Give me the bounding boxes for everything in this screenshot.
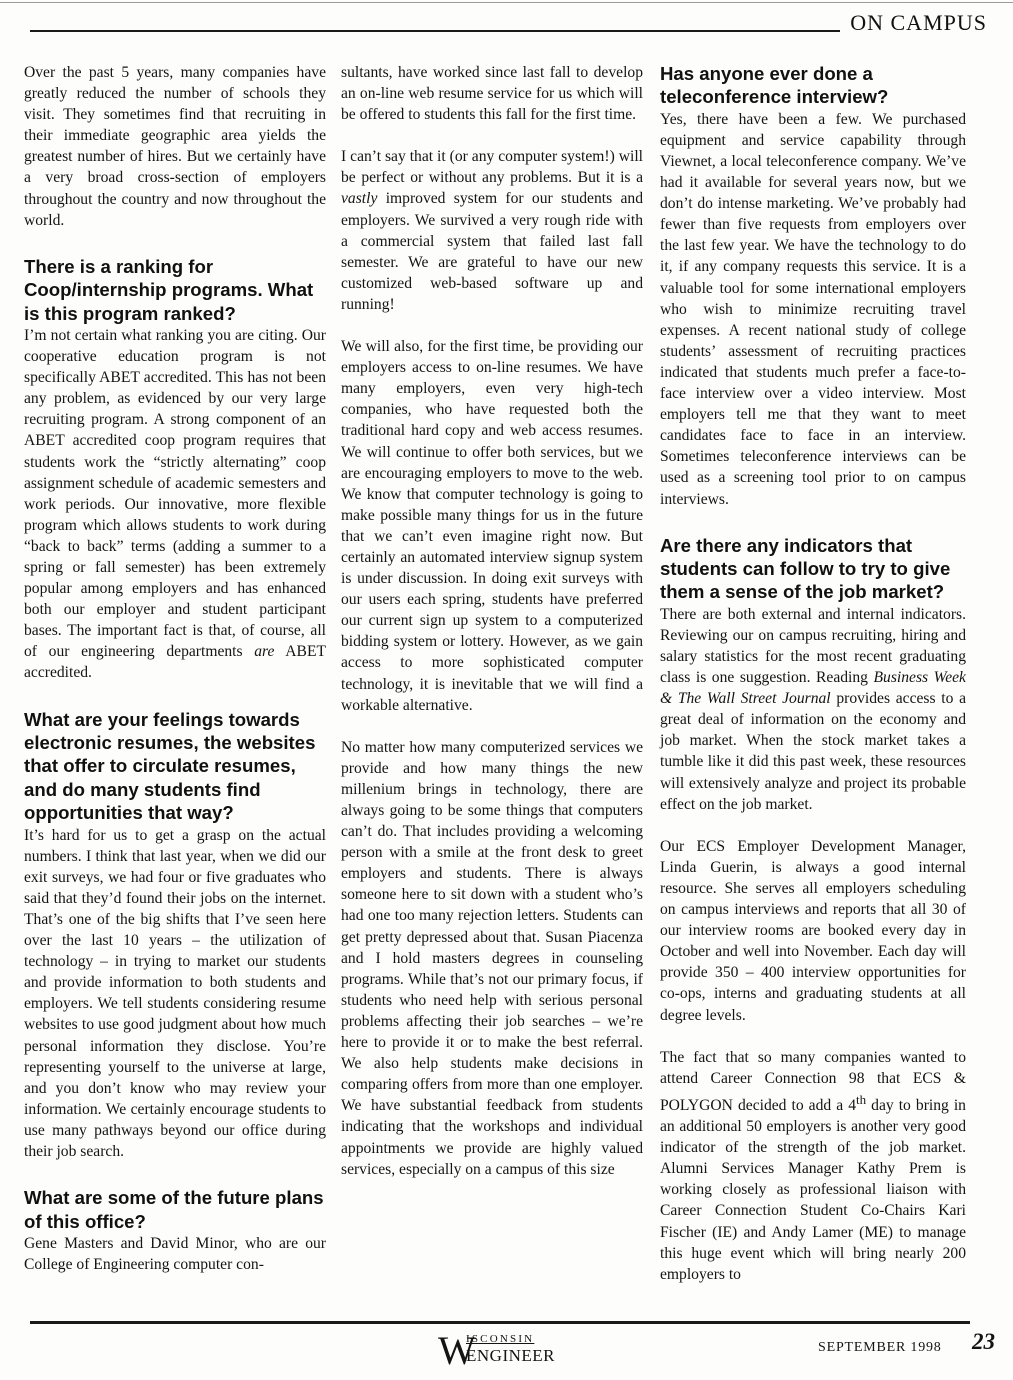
question-teleconference: Has anyone ever done a teleconference interview? [660,63,889,108]
career-connection-text-1: The fact that so many companies wanted to attend Career Connection 98 that ECS & POLYGON decided to add a 4 [660,1048,966,1114]
column-3 [660,62,966,1285]
masthead-w: W [438,1328,476,1373]
answer-indicators [660,604,966,815]
paragraph-computerized-services: No matter how many computerized services we provide and how many things the new millenium brings in technology, there are always going to be some things that computers can’t do. That includes providing a welcoming person with a smile at the front desk to greet employers and students. There is always someone here to sit down with a student who’s had one too many rejection letters. Students can get pretty depressed about that. Susan Piacenza and I hold masters degrees in counseling programs. While that’s not our primary focus, if students who need help with serious personal problems affecting their job searches – we’re here to provide it or to make the best referral. We also help students make decisions in comparing offers from more than one employer. We have substantial feedback from students indicating that the workshops and individual appointments we provide are highly valued services, especially on a campus of this size [341,738,643,1178]
answer-indicators-publications: Business Week & The Wall Street Journal [660,669,966,708]
career-connection-superscript: th [856,1091,867,1107]
top-edge-rule [0,2,1013,3]
career-connection-text-2: day to bring in an additional 50 employers is another very good indicator of the strength of the job market. Alumni Services Manager Kathy Prem is working closely as professional liaison with Career Connection Student Co-Chairs Kari Fischer (IE) and Andy Lamer (ME) to manage this huge event which will bring nearly 200 employers to [660,1096,966,1283]
question-future-plans: What are some of the future plans of this office? [24,1187,324,1232]
answer-ranking-text-2: ABET accredited. [24,643,326,682]
paragraph-web-resume: sultants, have worked since last fall to develop an on-line web resume service for us which will be offered to students this fall for the first time. [341,64,643,124]
paragraph-vastly-improved [341,146,643,315]
answer-future-plans: Gene Masters and David Minor, who are our College of Engineering computer con- [24,1234,326,1273]
answer-ranking-emphasis: are [254,643,275,661]
column-2 [341,62,643,1180]
answer-resumes: It’s hard for us to get a grasp on the actual numbers. I think that last year, when we did our exit surveys, we had four or five graduates who said that they’d found their jobs on the internet. That’s one of the big shifts that I’ve seen here over the last 10 years – the utilization of technology – in trying to market our students and provide information to both students and employers. We tell students considering resume websites to use good judgment about how much personal information they disclose. You’re representing yourself to the universe at large, and you don’t know who may review your information. We certainly encourage students to use many pathways beyond our office during their job search. [24,826,326,1160]
masthead-engineer: ENGINEER [466,1346,555,1365]
question-ranking: There is a ranking for Coop/internship programs. What is this program ranked? [24,255,314,324]
masthead-wisconsin: ISCONSIN [466,1333,535,1345]
answer-ranking-text-1: I’m not certain what ranking you are citing. Our cooperative education program is not specifically ABET accredited. This has not been any problem, as evidenced by our very large recruiting program. A strong component of an ABET accredited coop program requires that students work the “strictly alternating” coop assignment schedule of academic semesters and work periods. Our innovative, more flexible program which allows students to work during “back to back” terms (adding a summer to a spring or fall semester) has been extremely popular among employers and has enhanced both our employer and student participant bases. The important fact is that, of course, all of our engineering departments [24,326,326,661]
masthead-logo [438,1330,588,1372]
answer-ranking [24,325,326,684]
paragraph-career-connection [660,1047,966,1285]
footer-rule [30,1321,970,1324]
paragraph-vastly-emphasis: vastly [341,190,378,208]
section-label: ON CAMPUS [850,10,987,35]
issue-date: SEPTEMBER 1998 [818,1340,942,1355]
intro-paragraph: Over the past 5 years, many companies have greatly reduced the number of schools they visit. They sometimes find that recruiting in their immediate geographic area yields the greatest number of hires. But we certainly have a very broad cross-section of employers throughout the country and now throughout the world. [24,64,326,229]
paragraph-vastly-text-1: I can’t say that it (or any computer system!) will be perfect or without any problems. But it is a [341,148,643,187]
column-1 [24,62,326,1275]
header-rule [30,30,840,32]
answer-teleconference: Yes, there have been a few. We purchased equipment and service capability through Viewnet, a local teleconference company. We’ve had it available for several years now, but we don’t do intense marketing. We’ve probably had fewer than five requests from employers over the last few year. We have the technology to do it, if any company requests this service. It is a valuable tool for some international employers who wish to minimize recruiting travel expenses. A recent national study of college students’ assessment of recruiting practices indicated that students much prefer a face-to-face interview over a video interview. Most employers tell me that they want to meet candidates face to face in an interview. Sometimes teleconference interviews can be used as a screening tool prior to on campus interviews. [660,110,966,508]
paragraph-vastly-text-2: improved system for our students and employers. We survived a very rough ride with a commercial system that failed last fall semester. We are grateful to have our new customized web-based software up and running! [341,190,643,313]
page-number: 23 [972,1329,995,1354]
paragraph-ecs-manager: Our ECS Employer Development Manager, Linda Guerin, is always a good internal resource. She serves all employers scheduling on campus interviews and reports that all 30 of our interview rooms are booked every day in October and well into November. Each day will provide 350 – 400 interview opportunities for co-ops, interns and graduating students at all degree levels. [660,837,966,1024]
question-indicators: Are there any indicators that students can follow to try to give them a sense of the job market? [660,534,951,603]
answer-indicators-text-2: provides access to a great deal of information on the economy and job market. When the stock market takes a tumble like it did this past week, these resources will extensively analyze and project its probable effect on the job market. [660,690,966,813]
answer-indicators-text-1: There are both external and internal indicators. Reviewing our on campus recruiting, hiring and salary statistics for the most recent graduating class is one suggestion. Reading [660,605,966,687]
question-resumes: What are your feelings towards electronic resumes, the websites that offer to circulate resumes, and do many students find opportunities that way? [24,708,316,824]
paragraph-online-resumes: We will also, for the first time, be providing our employers access to on-line resumes. We have many employers, even very high-tech companies, who have requested both the traditional hard copy and web access resumes. We will continue to offer both services, but we are encouraging employers to move to the web. We know that computer technology is going to make possible many things for us in the future that we can’t even imagine right now. But certainly an automated interview signup system is under discussion. In doing exit surveys with our users each spring, students have preferred our current sign up system to a computerized bidding system or lottery. However, as we gain access to more sophisticated computer technology, it is inevitable that we will find a workable alternative. [341,338,643,714]
